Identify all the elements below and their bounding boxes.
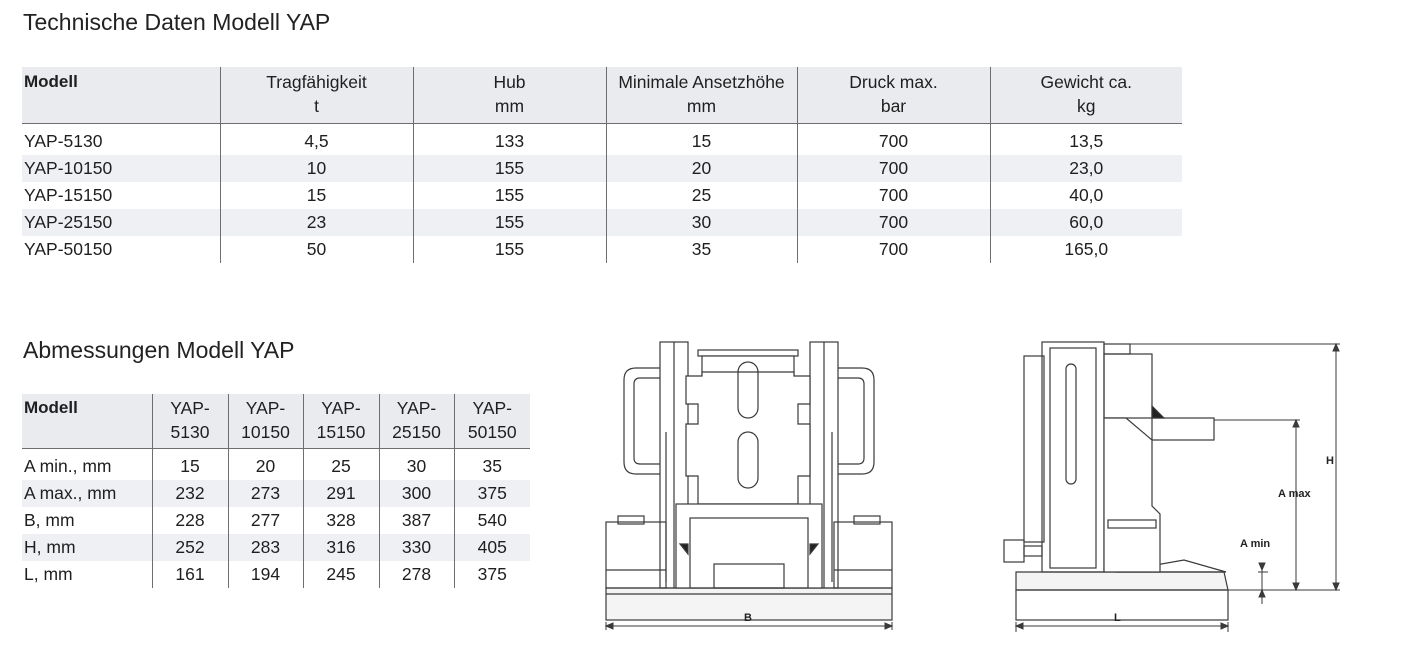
table-row [22, 182, 1182, 209]
dimension-amax-label: A max [1278, 488, 1311, 500]
table-row [22, 534, 530, 561]
table-cell: 155 [413, 182, 606, 209]
dimension-label-cell: L, mm [24, 564, 73, 584]
front-view-drawing [598, 332, 902, 632]
table-row [22, 507, 530, 534]
dimension-amin-label: A min [1240, 538, 1271, 550]
dimension-b-label: B [744, 612, 752, 624]
table-row [22, 449, 530, 481]
table-row [22, 480, 530, 507]
table-row [22, 561, 530, 588]
tech-title: Technische Daten Modell YAP [23, 9, 331, 35]
table-cell: 375 [454, 480, 530, 507]
table-cell: 375 [454, 561, 530, 588]
table-cell: 25 [606, 182, 797, 209]
table-cell: 20 [606, 155, 797, 182]
table-cell: 700 [797, 182, 990, 209]
table-cell: 10 [220, 155, 413, 182]
table-cell: 40,0 [990, 182, 1182, 209]
table-row [22, 236, 1182, 263]
tech-header-cell: Minimale Ansetzhöhe mm [606, 67, 797, 124]
dims-header-cell: Modell [22, 394, 152, 449]
dims-header-cell: YAP- 15150 [303, 394, 379, 449]
table-cell: 165,0 [990, 236, 1182, 263]
table-row [22, 209, 1182, 236]
table-cell: 291 [303, 480, 379, 507]
table-cell: 278 [379, 561, 454, 588]
model-cell: YAP-15150 [24, 185, 113, 205]
dims-data-table [22, 394, 530, 588]
dimension-label-cell: H, mm [22, 534, 152, 561]
tech-header-row [22, 67, 1182, 124]
table-cell: 15 [606, 124, 797, 156]
model-cell: YAP-5130 [24, 131, 103, 151]
table-cell: 15 [152, 449, 228, 481]
table-cell: 328 [303, 507, 379, 534]
table-row [22, 155, 1182, 182]
table-cell: 155 [413, 155, 606, 182]
table-cell: 161 [152, 561, 228, 588]
table-cell: 300 [379, 480, 454, 507]
dims-header-cell: YAP- 5130 [152, 394, 228, 449]
tech-header-cell: Modell [22, 67, 220, 124]
dimension-label-cell: B, mm [24, 510, 75, 530]
table-row [22, 124, 1182, 156]
dims-header-cell: YAP- 25150 [379, 394, 454, 449]
model-cell: YAP-50150 [24, 239, 113, 259]
table-cell: 30 [379, 449, 454, 481]
tech-header-cell: Druck max. bar [797, 67, 990, 124]
dims-header-cell: YAP- 50150 [454, 394, 530, 449]
tech-header-cell: Gewicht ca. kg [990, 67, 1182, 124]
table-cell: 405 [454, 534, 530, 561]
table-cell: 387 [379, 507, 454, 534]
table-cell: 194 [228, 561, 303, 588]
table-cell: 700 [797, 124, 990, 156]
table-cell: 50 [220, 236, 413, 263]
table-cell: 23 [220, 209, 413, 236]
table-cell: 133 [413, 124, 606, 156]
tech-header-cell: Tragfähigkeit t [220, 67, 413, 124]
tech-header-cell: Hub mm [413, 67, 606, 124]
table-cell: 700 [797, 236, 990, 263]
table-cell: 273 [228, 480, 303, 507]
dims-header-cell: YAP- 10150 [228, 394, 303, 449]
tech-data-table [22, 67, 1182, 263]
table-cell: 700 [797, 209, 990, 236]
table-cell: 35 [606, 236, 797, 263]
table-cell: 700 [797, 155, 990, 182]
table-cell: 155 [413, 209, 606, 236]
table-cell: 20 [228, 449, 303, 481]
table-cell: 155 [413, 236, 606, 263]
table-cell: 252 [152, 534, 228, 561]
table-cell: 23,0 [990, 155, 1182, 182]
dimension-l-label: L [1114, 612, 1121, 624]
table-cell: 277 [228, 507, 303, 534]
side-view-drawing [996, 334, 1356, 634]
table-cell: 330 [379, 534, 454, 561]
dimension-h-label: H [1326, 455, 1334, 467]
table-cell: 25 [303, 449, 379, 481]
table-cell: 13,5 [990, 124, 1182, 156]
table-cell: 60,0 [990, 209, 1182, 236]
dimension-label-cell: A max., mm [22, 480, 152, 507]
dimension-label-cell: A min., mm [24, 456, 112, 476]
table-cell: 232 [152, 480, 228, 507]
table-cell: 283 [228, 534, 303, 561]
model-cell: YAP-25150 [22, 209, 220, 236]
model-cell: YAP-10150 [22, 155, 220, 182]
table-cell: 245 [303, 561, 379, 588]
table-cell: 228 [152, 507, 228, 534]
table-cell: 4,5 [220, 124, 413, 156]
table-cell: 316 [303, 534, 379, 561]
dims-header-row [22, 394, 530, 449]
table-cell: 30 [606, 209, 797, 236]
dims-title: Abmessungen Modell YAP [23, 337, 295, 363]
table-cell: 15 [220, 182, 413, 209]
table-cell: 35 [454, 449, 530, 481]
table-cell: 540 [454, 507, 530, 534]
